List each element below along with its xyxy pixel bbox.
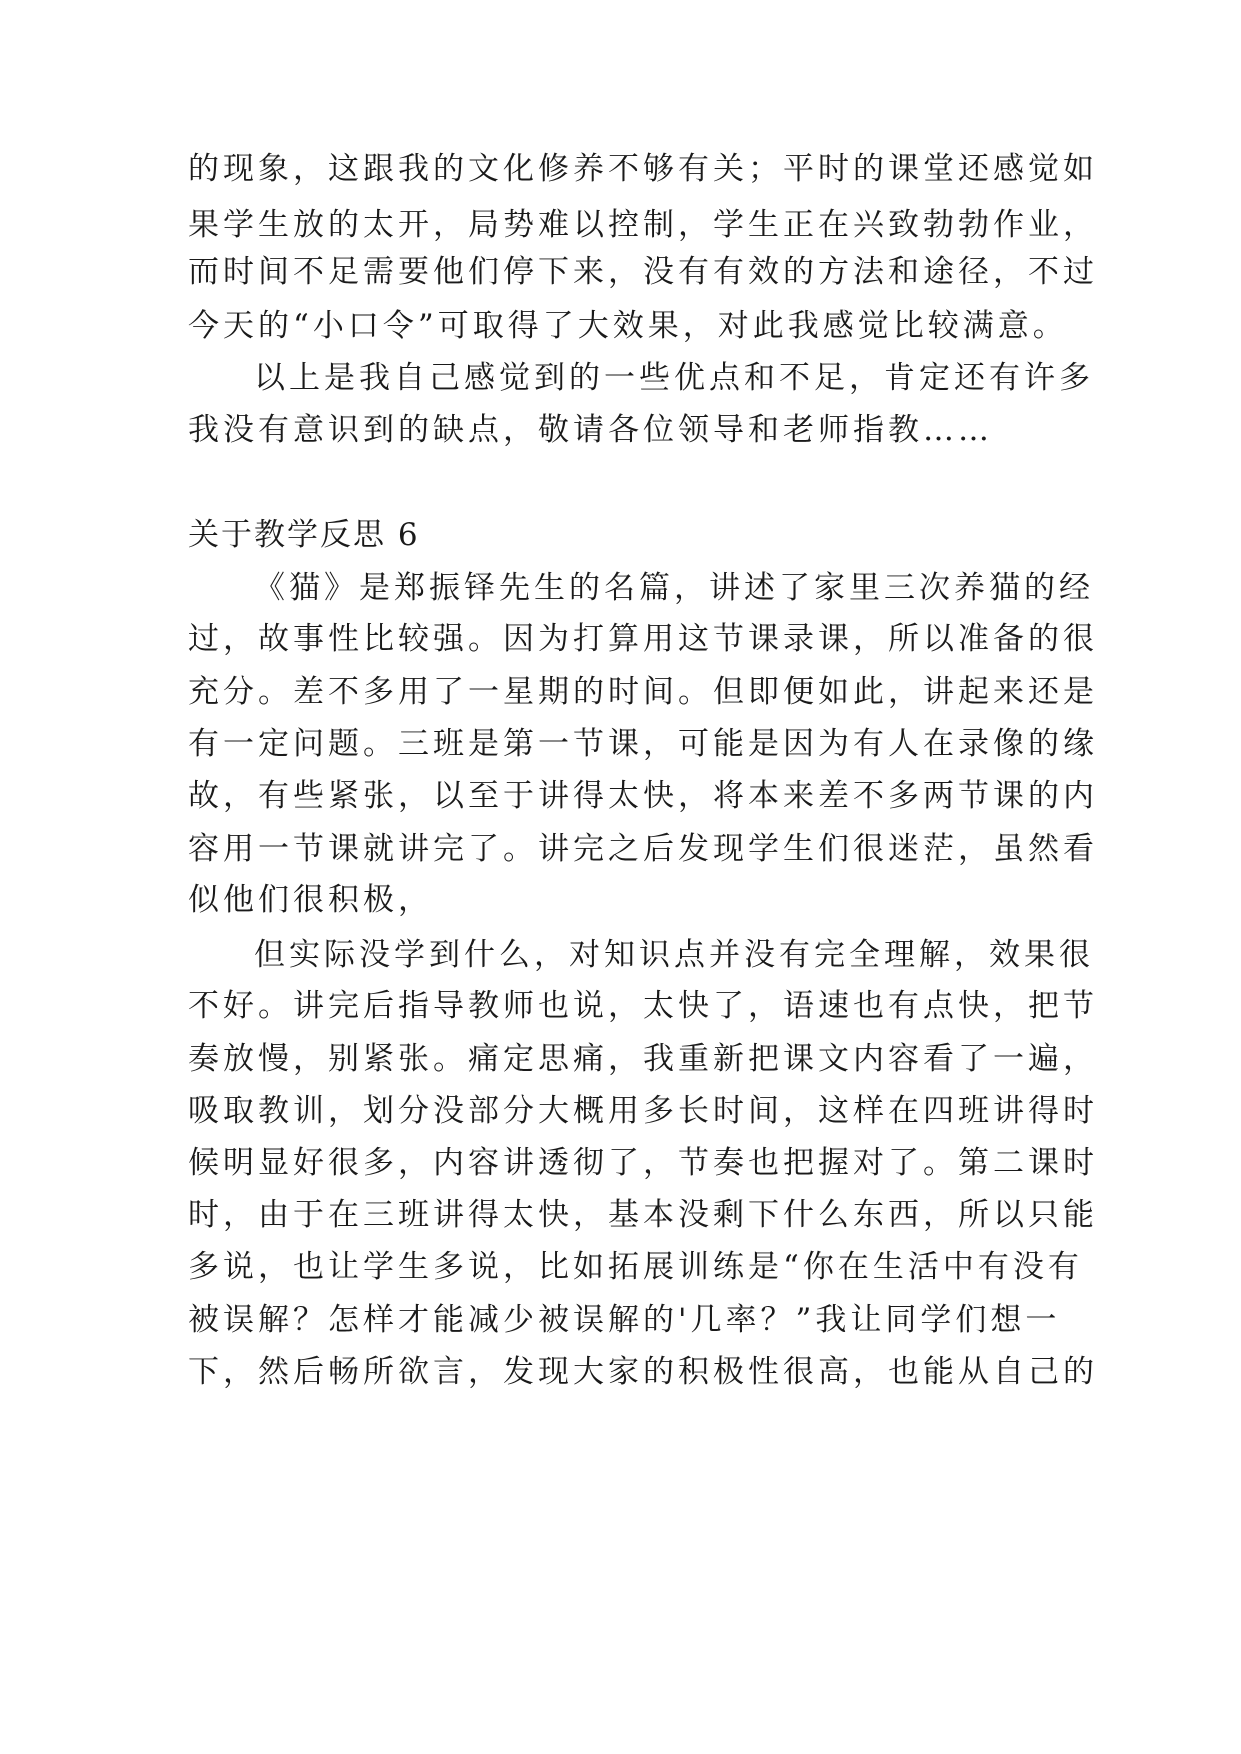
- text-line-17: 奏放慢，别紧张。痛定思痛，我重新把课文内容看了一遍，: [188, 1041, 1098, 1077]
- text-line-18: 吸取教训，划分没部分大概用多长时间，这样在四班讲得时: [188, 1093, 1098, 1129]
- paragraph-first-line: 以上是我自己感觉到的一些优点和不足，肯定还有许多: [254, 360, 1094, 396]
- text-line-4: 今天的“小口令”可取得了大效果，对此我感觉比较满意。: [188, 308, 1068, 344]
- text-line-21: 多说，也让学生多说，比如拓展训练是“你在生活中有没有: [188, 1249, 1083, 1285]
- text-line-11: 有一定问题。三班是第一节课，可能是因为有人在录像的缘: [188, 726, 1098, 762]
- text-line-14: 似他们很积极，: [188, 882, 433, 918]
- text-line-19: 候明显好很多，内容讲透彻了，节奏也把握对了。第二课时: [188, 1145, 1098, 1181]
- text-line-9: 过，故事性比较强。因为打算用这节课录课，所以准备的很: [188, 621, 1098, 657]
- text-line-23: 下，然后畅所欲言，发现大家的积极性很高，也能从自己的: [188, 1354, 1098, 1390]
- text-line-22: 被误解？怎样才能减少被误解的'几率？”我让同学们想一: [188, 1302, 1061, 1338]
- text-line-6: 我没有意识到的缺点，敬请各位领导和老师指教……: [188, 412, 993, 448]
- text-line-20: 时，由于在三班讲得太快，基本没剩下什么东西，所以只能: [188, 1197, 1098, 1233]
- text-line-12: 故，有些紧张，以至于讲得太快，将本来差不多两节课的内: [188, 778, 1098, 814]
- section-heading: 关于教学反思 6: [188, 517, 420, 553]
- text-line-13: 容用一节课就讲完了。讲完之后发现学生们很迷茫，虽然看: [188, 831, 1098, 867]
- text-line-3: 而时间不足需要他们停下来，没有有效的方法和途径，不过: [188, 254, 1098, 290]
- text-line-10: 充分。差不多用了一星期的时间。但即便如此，讲起来还是: [188, 674, 1098, 710]
- text-line-1: 的现象，这跟我的文化修养不够有关；平时的课堂还感觉如: [188, 151, 1098, 187]
- paragraph-first-line: 但实际没学到什么，对知识点并没有完全理解，效果很: [254, 937, 1094, 973]
- paragraph-first-line: 《猫》是郑振铎先生的名篇，讲述了家里三次养猫的经: [254, 570, 1094, 606]
- text-line-16: 不好。讲完后指导教师也说，太快了，语速也有点快，把节: [188, 988, 1098, 1024]
- text-line-2: 果学生放的太开，局势难以控制，学生正在兴致勃勃作业，: [188, 207, 1098, 243]
